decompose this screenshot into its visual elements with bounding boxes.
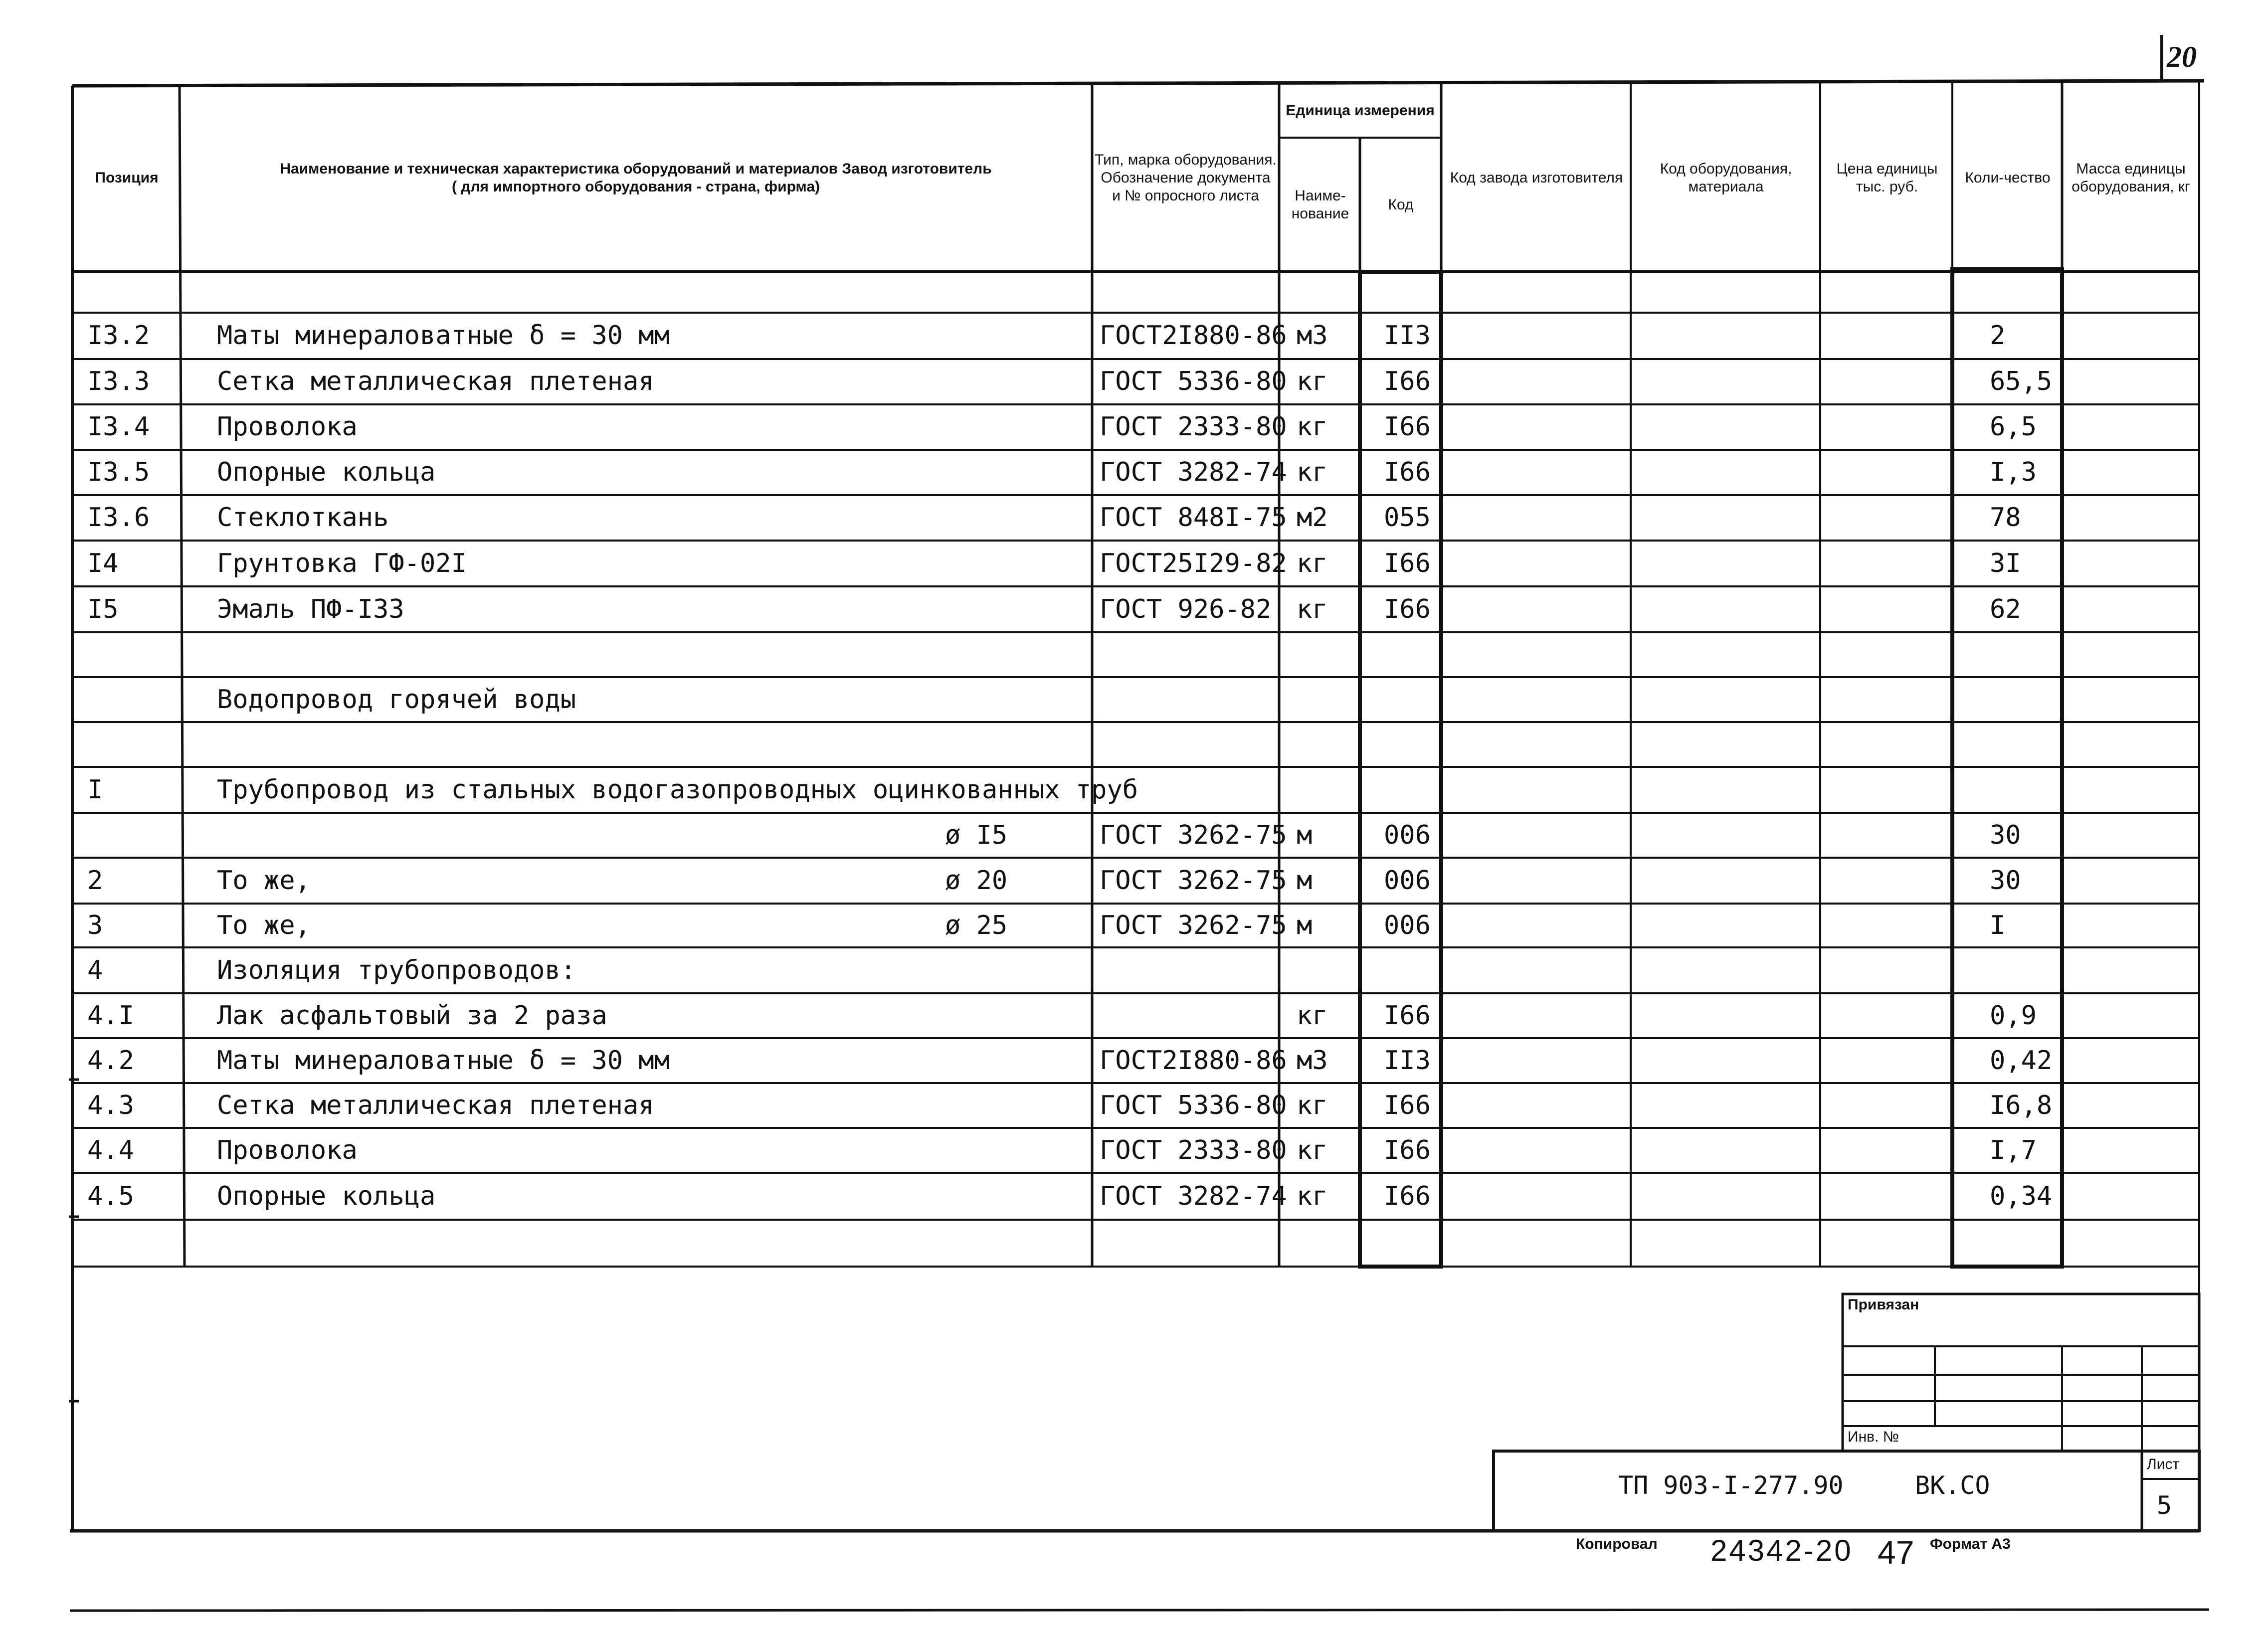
cell-position: 4.2 (87, 1046, 134, 1076)
cell-quantity: 2 (1990, 321, 2006, 351)
stamp-inv-label: Инв. № (1848, 1429, 1899, 1445)
cell-quantity: 0,9 (1990, 1001, 2037, 1031)
header-equipment-code: Код оборудования, материала (1660, 161, 1792, 195)
cell-unit: м (1297, 820, 1313, 850)
footer-handwritten-page: 47 (1878, 1534, 1914, 1571)
cell-document: ГОСТ 926-82 (1100, 594, 1272, 624)
cell-name: То же, (217, 866, 311, 896)
cell-position: 4.4 (87, 1135, 134, 1165)
cell-unit: м (1297, 911, 1313, 940)
cell-unit: кг (1297, 1181, 1328, 1211)
cell-quantity: 62 (1990, 594, 2021, 624)
cell-name: Трубопровод из стальных водогазопроводных оцинкованных труб (217, 775, 1138, 805)
cell-position: I (87, 775, 103, 805)
cell-name: Эмаль ПФ-I33 (217, 594, 404, 624)
cell-document: ГОСТ25I29-82 (1100, 549, 1287, 578)
cell-document: ГОСТ 3282-74 (1100, 1181, 1287, 1211)
cell-position: I3.2 (87, 321, 150, 351)
cell-name: Проволока (217, 1135, 358, 1165)
header-price: Цена единицы тыс. руб. (1836, 161, 1938, 195)
cell-quantity: 0,34 (1990, 1181, 2053, 1211)
cell-quantity: I,7 (1990, 1135, 2037, 1165)
cell-document: ГОСТ 5336-80 (1100, 1091, 1287, 1120)
cell-unit: кг (1297, 1091, 1328, 1120)
cell-name: Грунтовка ГФ-02I (217, 549, 467, 578)
cell-code: I66 (1384, 367, 1431, 396)
cell-position: 3 (87, 911, 103, 940)
cell-code: 055 (1384, 503, 1431, 533)
cell-position: I3.6 (87, 503, 150, 533)
stamp-doc-code: ВК.СО (1915, 1471, 1990, 1500)
cell-code: II3 (1384, 1046, 1431, 1076)
cell-document: ГОСТ 2333-80 (1100, 412, 1287, 442)
header-name: Наименование и техническая характеристика оборудований и материалов Завод изготовитель ( для импортного оборудования - страна, фирма) (280, 161, 992, 195)
cell-unit: кг (1297, 1135, 1328, 1165)
cell-code: I66 (1384, 457, 1431, 487)
footer-format-label: Формат А3 (1930, 1536, 2011, 1552)
cell-name: Опорные кольца (217, 457, 436, 487)
cell-name: Маты минераловатные δ = 30 мм (217, 321, 670, 351)
cell-name: Лак асфальтовый за 2 раза (217, 1001, 607, 1031)
cell-quantity: 0,42 (1990, 1046, 2053, 1076)
cell-unit: м (1297, 866, 1313, 896)
header-mass: Масса единицы оборудования, кг (2072, 161, 2190, 195)
sheet-mark: 20 (2167, 40, 2197, 73)
cell-position: 2 (87, 866, 103, 896)
header-type: Тип, марка оборудования. Обозначение документа и № опросного листа (1095, 152, 1277, 204)
stamp-sheet-label: Лист (2147, 1456, 2180, 1472)
cell-position: I4 (87, 549, 119, 578)
cell-unit: кг (1297, 457, 1328, 487)
cell-document: ГОСТ2I880-86 (1100, 1046, 1287, 1076)
cell-document: ГОСТ 3262-75 (1100, 911, 1287, 940)
header-factory-code: Код завода изготовителя (1450, 170, 1623, 186)
cell-unit: кг (1297, 412, 1328, 442)
cell-name: Сетка металлическая плетеная (217, 1091, 654, 1120)
cell-quantity: 30 (1990, 866, 2021, 896)
cell-unit: м3 (1297, 1046, 1328, 1076)
cell-position: I3.5 (87, 457, 150, 487)
cell-quantity: 65,5 (1990, 367, 2053, 396)
cell-name: То же, (217, 911, 311, 940)
cell-code: 006 (1384, 820, 1431, 850)
cell-unit: м2 (1297, 503, 1328, 533)
cell-unit: м3 (1297, 321, 1328, 351)
header-position: Позиция (95, 170, 159, 186)
stamp-linked-label: Привязан (1848, 1296, 1919, 1313)
cell-name: Стеклоткань (217, 503, 389, 533)
cell-quantity: 30 (1990, 820, 2021, 850)
cell-document: ГОСТ 5336-80 (1100, 367, 1287, 396)
footer-handwritten-number: 24342-20 (1710, 1534, 1853, 1567)
cell-code: I66 (1384, 1001, 1431, 1031)
cell-name: Проволока (217, 412, 358, 442)
cell-name: Опорные кольца (217, 1181, 436, 1211)
cell-code: I66 (1384, 412, 1431, 442)
cell-document: ГОСТ2I880-86 (1100, 321, 1287, 351)
cell-name: Маты минераловатные δ = 30 мм (217, 1046, 670, 1076)
cell-unit: кг (1297, 549, 1328, 578)
cell-unit: кг (1297, 367, 1328, 396)
header-quantity: Коли-чество (1965, 170, 2051, 186)
cell-document: ГОСТ 3262-75 (1100, 866, 1287, 896)
cell-position: 4.5 (87, 1181, 134, 1211)
cell-code: 006 (1384, 911, 1431, 940)
cell-name: Водопровод горячей воды (217, 685, 576, 715)
cell-code: I66 (1384, 1135, 1431, 1165)
cell-position: I3.3 (87, 367, 150, 396)
cell-position: 4.I (87, 1001, 134, 1031)
cell-name: Сетка металлическая плетеная (217, 367, 654, 396)
cell-document: ГОСТ 3282-74 (1100, 457, 1287, 487)
cell-quantity: I (1990, 911, 2006, 940)
cell-document: ГОСТ 2333-80 (1100, 1135, 1287, 1165)
cell-quantity: 78 (1990, 503, 2021, 533)
header-unit-group: Единица измерения (1286, 102, 1435, 119)
cell-code: I66 (1384, 1091, 1431, 1120)
cell-position: 4.3 (87, 1091, 134, 1120)
cell-position: 4 (87, 955, 103, 985)
header-unit-name: Наиме-нование (1291, 187, 1349, 222)
cell-code: I66 (1384, 594, 1431, 624)
stamp-sheet-number: 5 (2157, 1491, 2172, 1520)
header-unit-code: Код (1388, 196, 1414, 213)
cell-unit: кг (1297, 1001, 1328, 1031)
cell-code: I66 (1384, 1181, 1431, 1211)
stamp-doc-number: ТП 903-I-277.90 (1618, 1471, 1844, 1500)
cell-diameter: ø 20 (945, 866, 1008, 896)
cell-quantity: I6,8 (1990, 1091, 2053, 1120)
cell-quantity: 6,5 (1990, 412, 2037, 442)
cell-code: 006 (1384, 866, 1431, 896)
cell-quantity: 3I (1990, 549, 2021, 578)
cell-diameter: ø 25 (945, 911, 1008, 940)
footer-copied-label: Копировал (1576, 1536, 1658, 1552)
cell-unit: кг (1297, 594, 1328, 624)
cell-document: ГОСТ 3262-75 (1100, 820, 1287, 850)
cell-position: I3.4 (87, 412, 150, 442)
cell-position: I5 (87, 594, 119, 624)
cell-document: ГОСТ 848I-75 (1100, 503, 1287, 533)
cell-name: Изоляция трубопроводов: (217, 955, 576, 985)
cell-code: I66 (1384, 549, 1431, 578)
cell-code: II3 (1384, 321, 1431, 351)
cell-quantity: I,3 (1990, 457, 2037, 487)
cell-diameter: ø I5 (945, 820, 1008, 850)
